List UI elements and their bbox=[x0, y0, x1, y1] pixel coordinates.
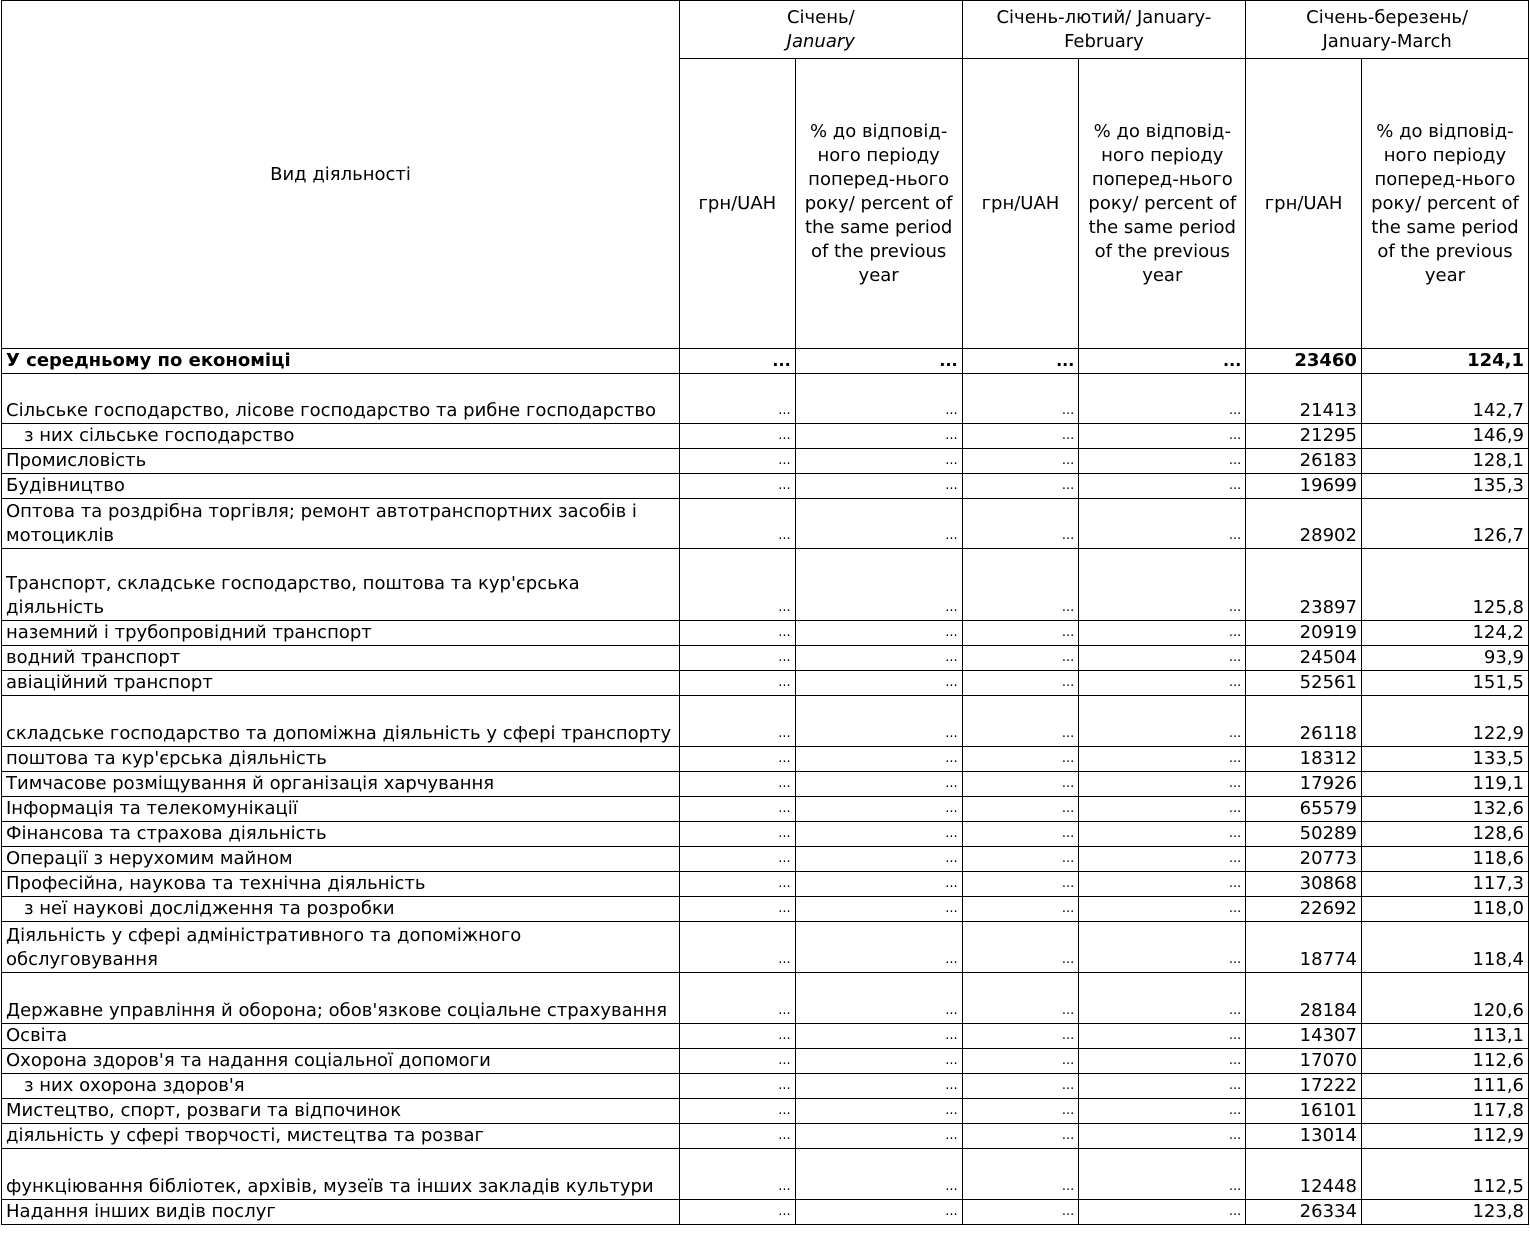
cell-jan-uah: ... bbox=[679, 872, 795, 897]
table-row bbox=[2, 696, 1529, 747]
cell-feb-uah: ... bbox=[962, 847, 1079, 872]
cell-feb-percent: ... bbox=[1079, 922, 1246, 973]
cell-feb-uah: ... bbox=[962, 349, 1079, 374]
cell-feb-percent: ... bbox=[1079, 349, 1246, 374]
table-row bbox=[2, 1200, 1529, 1225]
table-row bbox=[2, 772, 1529, 797]
cell-mar-percent: 142,7 bbox=[1361, 374, 1528, 424]
cell-feb-uah: ... bbox=[962, 1149, 1079, 1200]
cell-activity: Професійна, наукова та технічна діяльність bbox=[2, 872, 680, 897]
cell-feb-uah: ... bbox=[962, 1200, 1079, 1225]
table-row bbox=[2, 424, 1529, 449]
cell-feb-percent: ... bbox=[1079, 1049, 1246, 1074]
cell-mar-uah: 22692 bbox=[1246, 897, 1362, 922]
cell-jan-percent: ... bbox=[795, 499, 962, 549]
cell-feb-percent: ... bbox=[1079, 646, 1246, 671]
cell-jan-percent: ... bbox=[795, 1149, 962, 1200]
cell-mar-percent: 151,5 bbox=[1361, 671, 1528, 696]
cell-jan-percent: ... bbox=[795, 1099, 962, 1124]
cell-activity: з них охорона здоров'я bbox=[2, 1074, 680, 1099]
cell-jan-percent: ... bbox=[795, 474, 962, 499]
cell-feb-percent: ... bbox=[1079, 772, 1246, 797]
cell-feb-uah: ... bbox=[962, 822, 1079, 847]
cell-mar-percent: 135,3 bbox=[1361, 474, 1528, 499]
cell-mar-uah: 28184 bbox=[1246, 973, 1362, 1024]
header-period-january-march: Січень-березень/ January-March bbox=[1246, 1, 1529, 59]
cell-feb-percent: ... bbox=[1079, 696, 1246, 747]
cell-jan-uah: ... bbox=[679, 747, 795, 772]
cell-jan-percent: ... bbox=[795, 797, 962, 822]
cell-mar-percent: 118,0 bbox=[1361, 897, 1528, 922]
cell-mar-percent: 128,1 bbox=[1361, 449, 1528, 474]
table-row bbox=[2, 474, 1529, 499]
cell-feb-uah: ... bbox=[962, 499, 1079, 549]
cell-jan-percent: ... bbox=[795, 1074, 962, 1099]
cell-jan-percent: ... bbox=[795, 621, 962, 646]
cell-activity: поштова та кур'єрська діяльність bbox=[2, 747, 680, 772]
cell-feb-uah: ... bbox=[962, 449, 1079, 474]
cell-mar-percent: 146,9 bbox=[1361, 424, 1528, 449]
cell-mar-uah: 23897 bbox=[1246, 549, 1362, 621]
cell-feb-percent: ... bbox=[1079, 1074, 1246, 1099]
cell-activity: Тимчасове розміщування й організація харчування bbox=[2, 772, 680, 797]
cell-feb-uah: ... bbox=[962, 1049, 1079, 1074]
cell-activity: Операції з нерухомим майном bbox=[2, 847, 680, 872]
table-row bbox=[2, 1074, 1529, 1099]
cell-jan-uah: ... bbox=[679, 847, 795, 872]
cell-mar-percent: 118,4 bbox=[1361, 922, 1528, 973]
table-row bbox=[2, 646, 1529, 671]
cell-jan-uah: ... bbox=[679, 349, 795, 374]
cell-activity: діяльність у сфері творчості, мистецтва та розваг bbox=[2, 1124, 680, 1149]
table-row bbox=[2, 797, 1529, 822]
table-row bbox=[2, 621, 1529, 646]
cell-jan-percent: ... bbox=[795, 1049, 962, 1074]
table-row bbox=[2, 549, 1529, 621]
cell-mar-uah: 21295 bbox=[1246, 424, 1362, 449]
cell-jan-percent: ... bbox=[795, 1200, 962, 1225]
cell-activity: з неї наукові дослідження та розробки bbox=[2, 897, 680, 922]
table-row bbox=[2, 872, 1529, 897]
cell-mar-uah: 17222 bbox=[1246, 1074, 1362, 1099]
cell-jan-uah: ... bbox=[679, 621, 795, 646]
cell-feb-percent: ... bbox=[1079, 872, 1246, 897]
cell-feb-percent: ... bbox=[1079, 1024, 1246, 1049]
cell-feb-uah: ... bbox=[962, 549, 1079, 621]
cell-jan-percent: ... bbox=[795, 872, 962, 897]
cell-jan-uah: ... bbox=[679, 424, 795, 449]
header-percent: % до відповід-ного періоду поперед-нього року/ percent of the same period of the previous year bbox=[795, 59, 962, 349]
table-row bbox=[2, 449, 1529, 474]
header-period-january-february: Січень-лютий/ January- February bbox=[962, 1, 1246, 59]
cell-mar-uah: 28902 bbox=[1246, 499, 1362, 549]
cell-feb-percent: ... bbox=[1079, 797, 1246, 822]
cell-feb-uah: ... bbox=[962, 1099, 1079, 1124]
table-row bbox=[2, 374, 1529, 424]
cell-activity: Промисловість bbox=[2, 449, 680, 474]
cell-jan-uah: ... bbox=[679, 797, 795, 822]
table-row bbox=[2, 747, 1529, 772]
table-body bbox=[2, 349, 1529, 1225]
cell-feb-percent: ... bbox=[1079, 1149, 1246, 1200]
cell-mar-percent: 112,6 bbox=[1361, 1049, 1528, 1074]
cell-mar-percent: 113,1 bbox=[1361, 1024, 1528, 1049]
header-period-january: Січень/ January bbox=[679, 1, 962, 59]
wage-table bbox=[1, 0, 1529, 1225]
cell-activity: Фінансова та страхова діяльність bbox=[2, 822, 680, 847]
table-row bbox=[2, 1099, 1529, 1124]
cell-jan-uah: ... bbox=[679, 449, 795, 474]
cell-jan-uah: ... bbox=[679, 1024, 795, 1049]
cell-jan-uah: ... bbox=[679, 1049, 795, 1074]
cell-activity: з них сільське господарство bbox=[2, 424, 680, 449]
cell-mar-uah: 19699 bbox=[1246, 474, 1362, 499]
cell-jan-percent: ... bbox=[795, 847, 962, 872]
cell-jan-uah: ... bbox=[679, 1099, 795, 1124]
cell-jan-percent: ... bbox=[795, 671, 962, 696]
cell-activity: Діяльність у сфері адміністративного та допоміжного обслуговування bbox=[2, 922, 680, 973]
cell-mar-percent: 111,6 bbox=[1361, 1074, 1528, 1099]
cell-mar-uah: 26118 bbox=[1246, 696, 1362, 747]
cell-mar-percent: 119,1 bbox=[1361, 772, 1528, 797]
cell-jan-percent: ... bbox=[795, 747, 962, 772]
table-row bbox=[2, 499, 1529, 549]
cell-mar-uah: 16101 bbox=[1246, 1099, 1362, 1124]
cell-activity: авіаційний транспорт bbox=[2, 671, 680, 696]
cell-mar-uah: 24504 bbox=[1246, 646, 1362, 671]
cell-activity: водний транспорт bbox=[2, 646, 680, 671]
cell-feb-percent: ... bbox=[1079, 549, 1246, 621]
cell-feb-uah: ... bbox=[962, 646, 1079, 671]
cell-mar-uah: 23460 bbox=[1246, 349, 1362, 374]
cell-jan-uah: ... bbox=[679, 474, 795, 499]
cell-feb-percent: ... bbox=[1079, 1099, 1246, 1124]
cell-jan-uah: ... bbox=[679, 1124, 795, 1149]
cell-feb-percent: ... bbox=[1079, 822, 1246, 847]
cell-jan-percent: ... bbox=[795, 424, 962, 449]
cell-activity: Інформація та телекомунікації bbox=[2, 797, 680, 822]
cell-mar-uah: 21413 bbox=[1246, 374, 1362, 424]
cell-feb-uah: ... bbox=[962, 621, 1079, 646]
cell-mar-percent: 124,2 bbox=[1361, 621, 1528, 646]
cell-activity: Транспорт, складське господарство, поштова та кур'єрська діяльність bbox=[2, 549, 680, 621]
table-row bbox=[2, 1049, 1529, 1074]
cell-feb-percent: ... bbox=[1079, 449, 1246, 474]
cell-jan-percent: ... bbox=[795, 1124, 962, 1149]
cell-jan-percent: ... bbox=[795, 374, 962, 424]
table-row bbox=[2, 1149, 1529, 1200]
table-row bbox=[2, 671, 1529, 696]
cell-feb-uah: ... bbox=[962, 696, 1079, 747]
cell-feb-uah: ... bbox=[962, 922, 1079, 973]
cell-activity: Освіта bbox=[2, 1024, 680, 1049]
cell-mar-uah: 50289 bbox=[1246, 822, 1362, 847]
cell-feb-percent: ... bbox=[1079, 499, 1246, 549]
cell-feb-percent: ... bbox=[1079, 1200, 1246, 1225]
cell-mar-uah: 20919 bbox=[1246, 621, 1362, 646]
cell-feb-uah: ... bbox=[962, 1024, 1079, 1049]
cell-mar-uah: 18774 bbox=[1246, 922, 1362, 973]
cell-activity: Оптова та роздрібна торгівля; ремонт автотранспортних засобів і мотоциклів bbox=[2, 499, 680, 549]
cell-jan-uah: ... bbox=[679, 499, 795, 549]
cell-mar-uah: 18312 bbox=[1246, 747, 1362, 772]
cell-jan-uah: ... bbox=[679, 549, 795, 621]
cell-mar-uah: 17926 bbox=[1246, 772, 1362, 797]
cell-activity: Мистецтво, спорт, розваги та відпочинок bbox=[2, 1099, 680, 1124]
cell-jan-uah: ... bbox=[679, 1200, 795, 1225]
cell-mar-percent: 124,1 bbox=[1361, 349, 1528, 374]
cell-feb-percent: ... bbox=[1079, 474, 1246, 499]
cell-jan-uah: ... bbox=[679, 374, 795, 424]
table-row bbox=[2, 897, 1529, 922]
cell-jan-uah: ... bbox=[679, 1149, 795, 1200]
cell-activity: Охорона здоров'я та надання соціальної допомоги bbox=[2, 1049, 680, 1074]
cell-mar-uah: 13014 bbox=[1246, 1124, 1362, 1149]
cell-jan-percent: ... bbox=[795, 973, 962, 1024]
table-row bbox=[2, 973, 1529, 1024]
header-uah: грн/UAH bbox=[1246, 59, 1362, 349]
cell-activity: наземний і трубопровідний транспорт bbox=[2, 621, 680, 646]
header-uah: грн/UAH bbox=[962, 59, 1079, 349]
cell-jan-percent: ... bbox=[795, 696, 962, 747]
cell-jan-percent: ... bbox=[795, 897, 962, 922]
cell-feb-uah: ... bbox=[962, 424, 1079, 449]
cell-mar-percent: 120,6 bbox=[1361, 973, 1528, 1024]
cell-feb-uah: ... bbox=[962, 897, 1079, 922]
header-activity: Вид діяльності bbox=[2, 1, 680, 349]
cell-feb-uah: ... bbox=[962, 374, 1079, 424]
table-row bbox=[2, 349, 1529, 374]
table-row bbox=[2, 1124, 1529, 1149]
cell-jan-percent: ... bbox=[795, 349, 962, 374]
cell-activity: Надання інших видів послуг bbox=[2, 1200, 680, 1225]
cell-mar-uah: 26183 bbox=[1246, 449, 1362, 474]
cell-feb-percent: ... bbox=[1079, 374, 1246, 424]
cell-mar-uah: 12448 bbox=[1246, 1149, 1362, 1200]
cell-feb-percent: ... bbox=[1079, 897, 1246, 922]
cell-feb-uah: ... bbox=[962, 671, 1079, 696]
cell-feb-uah: ... bbox=[962, 797, 1079, 822]
cell-jan-uah: ... bbox=[679, 696, 795, 747]
cell-feb-percent: ... bbox=[1079, 621, 1246, 646]
cell-mar-uah: 17070 bbox=[1246, 1049, 1362, 1074]
cell-jan-uah: ... bbox=[679, 1074, 795, 1099]
cell-mar-percent: 126,7 bbox=[1361, 499, 1528, 549]
cell-mar-percent: 123,8 bbox=[1361, 1200, 1528, 1225]
cell-mar-percent: 93,9 bbox=[1361, 646, 1528, 671]
cell-mar-percent: 118,6 bbox=[1361, 847, 1528, 872]
table-row bbox=[2, 1024, 1529, 1049]
cell-activity: Сільське господарство, лісове господарство та рибне господарство bbox=[2, 374, 680, 424]
header-uah: грн/UAH bbox=[679, 59, 795, 349]
cell-mar-percent: 112,5 bbox=[1361, 1149, 1528, 1200]
cell-jan-percent: ... bbox=[795, 549, 962, 621]
cell-jan-percent: ... bbox=[795, 646, 962, 671]
cell-mar-percent: 132,6 bbox=[1361, 797, 1528, 822]
cell-mar-percent: 117,8 bbox=[1361, 1099, 1528, 1124]
cell-jan-uah: ... bbox=[679, 897, 795, 922]
table-row bbox=[2, 922, 1529, 973]
cell-jan-uah: ... bbox=[679, 646, 795, 671]
cell-mar-uah: 26334 bbox=[1246, 1200, 1362, 1225]
cell-mar-uah: 52561 bbox=[1246, 671, 1362, 696]
cell-feb-uah: ... bbox=[962, 772, 1079, 797]
cell-mar-uah: 14307 bbox=[1246, 1024, 1362, 1049]
cell-jan-percent: ... bbox=[795, 922, 962, 973]
cell-feb-percent: ... bbox=[1079, 747, 1246, 772]
cell-jan-percent: ... bbox=[795, 449, 962, 474]
cell-mar-percent: 122,9 bbox=[1361, 696, 1528, 747]
cell-jan-uah: ... bbox=[679, 973, 795, 1024]
cell-feb-percent: ... bbox=[1079, 973, 1246, 1024]
table-row bbox=[2, 822, 1529, 847]
cell-jan-percent: ... bbox=[795, 772, 962, 797]
cell-jan-uah: ... bbox=[679, 822, 795, 847]
cell-jan-uah: ... bbox=[679, 671, 795, 696]
cell-mar-percent: 133,5 bbox=[1361, 747, 1528, 772]
cell-mar-uah: 30868 bbox=[1246, 872, 1362, 897]
cell-activity: У середньому по економіці bbox=[2, 349, 680, 374]
cell-feb-uah: ... bbox=[962, 747, 1079, 772]
cell-feb-uah: ... bbox=[962, 1074, 1079, 1099]
cell-feb-uah: ... bbox=[962, 872, 1079, 897]
cell-activity: функціювання бібліотек, архівів, музеїв та інших закладів культури bbox=[2, 1149, 680, 1200]
cell-feb-percent: ... bbox=[1079, 424, 1246, 449]
cell-jan-percent: ... bbox=[795, 822, 962, 847]
cell-activity: складське господарство та допоміжна діяльність у сфері транспорту bbox=[2, 696, 680, 747]
cell-mar-percent: 125,8 bbox=[1361, 549, 1528, 621]
cell-activity: Будівництво bbox=[2, 474, 680, 499]
cell-mar-percent: 117,3 bbox=[1361, 872, 1528, 897]
cell-activity: Державне управління й оборона; обов'язкове соціальне страхування bbox=[2, 973, 680, 1024]
cell-mar-uah: 65579 bbox=[1246, 797, 1362, 822]
header-percent: % до відповід-ного періоду поперед-нього року/ percent of the same period of the previous year bbox=[1361, 59, 1528, 349]
cell-mar-percent: 112,9 bbox=[1361, 1124, 1528, 1149]
cell-jan-uah: ... bbox=[679, 922, 795, 973]
cell-mar-percent: 128,6 bbox=[1361, 822, 1528, 847]
cell-feb-uah: ... bbox=[962, 1124, 1079, 1149]
table-row bbox=[2, 847, 1529, 872]
header-percent: % до відповід-ного періоду поперед-нього року/ percent of the same period of the previous year bbox=[1079, 59, 1246, 349]
cell-feb-percent: ... bbox=[1079, 671, 1246, 696]
cell-feb-uah: ... bbox=[962, 973, 1079, 1024]
cell-feb-percent: ... bbox=[1079, 1124, 1246, 1149]
cell-feb-uah: ... bbox=[962, 474, 1079, 499]
cell-mar-uah: 20773 bbox=[1246, 847, 1362, 872]
cell-feb-percent: ... bbox=[1079, 847, 1246, 872]
cell-jan-percent: ... bbox=[795, 1024, 962, 1049]
cell-jan-uah: ... bbox=[679, 772, 795, 797]
